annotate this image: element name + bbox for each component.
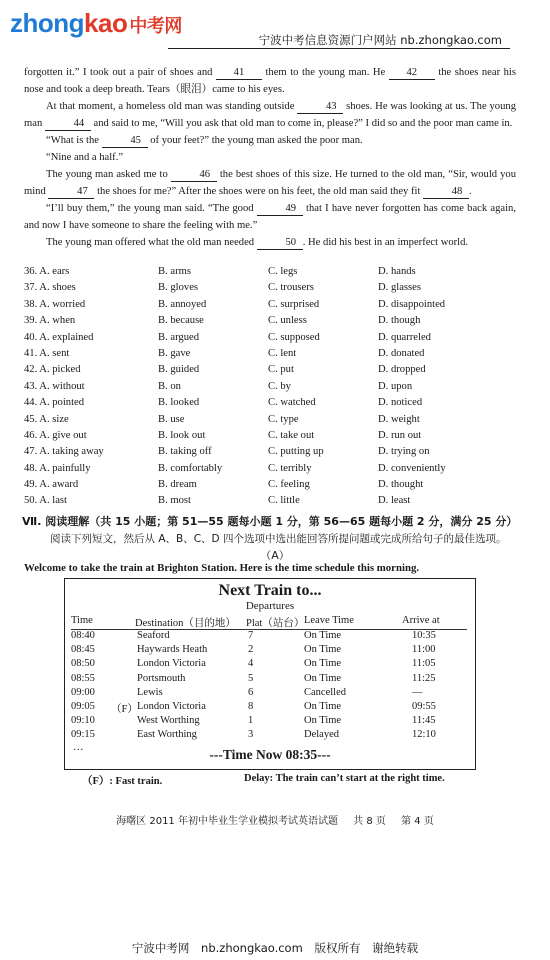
option-b: B. dream — [158, 479, 197, 491]
option-b: B. use — [158, 413, 185, 425]
option-a: 47. A. taking away — [24, 446, 104, 458]
option-b: B. taking off — [158, 446, 212, 458]
option-d: D. thought — [378, 479, 424, 491]
schedule-plat: 7 — [248, 630, 254, 641]
passage-text: the shoes for me?” After the shoes were on his feet, the old man said they fit — [94, 186, 424, 197]
option-c: C. unless — [268, 315, 307, 327]
blank-42: 42 — [389, 66, 435, 80]
header-destination: Destination（目的地） — [135, 618, 236, 629]
option-a: 46. A. give out — [24, 429, 87, 441]
passage-text: shoes. He was looking at us. The young man — [24, 101, 516, 129]
schedule-plat: 2 — [248, 644, 254, 656]
option-row — [24, 330, 524, 346]
section-title: Ⅶ. 阅读理解（共 15 小题；第 51—55 题每小题 1 分，第 56—65 题每小题 2 分，满分 25 分） — [22, 515, 518, 528]
blank-47: 47 — [48, 185, 94, 199]
option-a: 36. A. ears — [24, 266, 70, 277]
header-platform: Plat（站台） — [246, 618, 305, 629]
schedule-time: 09:05 — [71, 701, 95, 712]
option-d: D. conveniently — [378, 462, 446, 474]
copyright-text: 版权所有 — [314, 941, 361, 955]
option-b: B. arms — [158, 266, 191, 277]
option-row — [24, 313, 524, 329]
schedule-plat: 6 — [248, 686, 254, 698]
option-c: C. legs — [268, 266, 298, 277]
option-a: 38. A. worried — [24, 298, 86, 310]
schedule-arrive: — — [412, 686, 423, 698]
schedule-dest: Haywards Heath — [137, 644, 208, 656]
schedule-flag: （F） — [111, 704, 138, 715]
option-a: 43. A. without — [24, 380, 85, 392]
option-d: D. dropped — [378, 364, 426, 376]
passage-text: that I have never forgotten has come back again, and now I have someone to share the feeling with me.” — [24, 203, 516, 231]
blank-43: 43 — [297, 100, 343, 114]
page-footer — [0, 812, 550, 827]
option-c: C. lent — [268, 347, 297, 359]
option-c: C. by — [268, 380, 291, 392]
page-header — [0, 0, 550, 52]
schedule-plat: 4 — [248, 658, 254, 670]
option-c: C. trousers — [268, 282, 314, 294]
departure-board — [64, 578, 476, 770]
schedule-dest: Lewis — [137, 686, 163, 698]
schedule-time: 09:10 — [71, 715, 95, 727]
site-name: 宁波中考网 — [131, 941, 190, 955]
option-row — [24, 428, 524, 444]
option-row — [24, 379, 524, 395]
passage-paragraph — [24, 132, 516, 149]
passage-text: the shoes near his nose and took a deep breath. Tears（眼泪）came to his eyes. — [24, 67, 516, 95]
schedule-leave: On Time — [304, 672, 342, 684]
schedule-dest: London Victoria — [137, 658, 206, 670]
schedule-arrive: 10:35 — [412, 630, 436, 641]
passage-paragraph — [24, 149, 516, 166]
option-b: B. annoyed — [158, 298, 207, 310]
option-a: 48. A. painfully — [24, 462, 91, 474]
option-c: C. take out — [268, 429, 315, 441]
passage-text: At that moment, a homeless old man was standing outside — [46, 101, 298, 112]
schedule-time: 09:00 — [71, 686, 95, 698]
option-c: C. put — [268, 364, 294, 376]
option-a: 41. A. sent — [24, 347, 70, 359]
option-b: B. gloves — [158, 282, 199, 294]
schedule-leave: On Time — [304, 715, 342, 727]
schedule-ellipsis: … — [73, 741, 84, 753]
schedule-leave: On Time — [304, 658, 342, 670]
option-row — [24, 477, 524, 493]
option-c: C. little — [268, 495, 300, 507]
option-a: 50. A. last — [24, 495, 67, 507]
option-row — [24, 493, 524, 509]
option-a: 45. A. size — [24, 413, 69, 425]
passage-text: The young man offered what the old man needed — [46, 237, 257, 248]
option-a: 44. A. pointed — [24, 397, 85, 409]
schedule-dest: Portsmouth — [137, 672, 186, 684]
header-arrive-at: Arrive at — [402, 615, 440, 626]
option-row — [24, 444, 524, 460]
option-row — [24, 362, 524, 378]
option-row — [24, 395, 524, 411]
passage-text: “What is the — [46, 135, 102, 146]
passage-paragraph — [24, 98, 516, 132]
logo-text-cn: 中考网 — [129, 16, 182, 36]
legend-fast-train: （F）: Fast train. — [82, 776, 163, 787]
legend-delay: Delay: The train can’t start at the right time. — [244, 773, 445, 784]
option-b: B. comfortably — [158, 462, 223, 474]
logo-text-kao: kao — [84, 8, 128, 38]
schedule-leave: On Time — [304, 701, 342, 712]
option-c: C. type — [268, 413, 299, 425]
option-b: B. because — [158, 315, 204, 327]
option-d: D. glasses — [378, 282, 421, 294]
passage-paragraph — [24, 64, 516, 98]
logo-text-zhong: zhong — [10, 8, 85, 38]
blank-45: 45 — [102, 134, 148, 148]
board-title: Next Train to... — [218, 582, 322, 599]
option-d: D. upon — [378, 380, 413, 392]
option-d: D. run out — [378, 429, 422, 441]
option-b: B. most — [158, 495, 191, 507]
schedule-arrive: 09:55 — [412, 701, 436, 712]
schedule-arrive: 12:10 — [412, 729, 436, 741]
schedule-time: 09:15 — [71, 729, 95, 741]
passage-intro: Welcome to take the train at Brighton Station. Here is the time schedule this morning. — [24, 562, 420, 574]
blank-41: 41 — [216, 66, 262, 80]
no-reprint-text: 谢绝转载 — [372, 941, 419, 955]
option-row — [24, 280, 524, 296]
option-a: 42. A. picked — [24, 364, 81, 376]
option-row — [24, 297, 524, 313]
passage-text: forgotten it.” I took out a pair of shoes and — [24, 67, 216, 78]
blank-44: 44 — [45, 117, 91, 131]
schedule-plat: 3 — [248, 729, 254, 741]
schedule-time: 08:50 — [71, 658, 95, 670]
schedule-arrive: 11:45 — [412, 715, 436, 727]
option-d: D. donated — [378, 347, 425, 359]
cloze-passage — [24, 64, 516, 251]
page-number: 第 4 页 — [401, 816, 434, 827]
option-a: 49. A. award — [24, 479, 79, 491]
passage-paragraph — [24, 234, 516, 251]
option-b: B. on — [158, 380, 181, 392]
option-c: C. feeling — [268, 479, 310, 491]
option-d: D. trying on — [378, 446, 430, 458]
option-row — [24, 412, 524, 428]
option-c: C. surprised — [268, 298, 320, 310]
schedule-leave: On Time — [304, 630, 342, 641]
option-c: C. putting up — [268, 446, 324, 458]
option-b: B. looked — [158, 397, 200, 409]
option-d: D. though — [378, 315, 421, 327]
schedule-leave: Cancelled — [304, 686, 346, 698]
option-d: D. least — [378, 495, 411, 507]
exam-name: 海曙区 2011 年初中毕业生学业模拟考试英语试题 — [116, 816, 338, 827]
schedule-arrive: 11:00 — [412, 644, 436, 656]
passage-text: and said to me, “Will you ask that old man to come in, please?” I did so and the poor man came in. — [90, 118, 513, 129]
blank-50: 50 — [257, 236, 303, 250]
passage-paragraph — [24, 200, 516, 234]
option-d: D. quarreled — [378, 331, 431, 343]
passage-text: them to the young man. He — [261, 67, 389, 78]
schedule-time: 08:55 — [71, 672, 95, 684]
board-subtitle: Departures — [245, 600, 295, 612]
passage-paragraph — [24, 166, 516, 200]
option-d: D. disappointed — [378, 298, 446, 310]
option-a: 39. A. when — [24, 315, 76, 327]
option-d: D. weight — [378, 413, 420, 425]
passage-text: the best shoes of this size. He turned to the old man, “Sir, would you mind — [24, 169, 517, 197]
option-row — [24, 264, 524, 280]
option-d: D. noticed — [378, 397, 423, 409]
schedule-plat: 5 — [248, 672, 254, 684]
passage-text: “Nine and a half.” — [46, 152, 124, 163]
schedule-dest: Seaford — [137, 630, 170, 641]
schedule-time: 08:45 — [71, 644, 95, 656]
zhongkao-logo[interactable] — [10, 8, 182, 39]
option-row — [24, 346, 524, 362]
option-b: B. gave — [158, 347, 191, 359]
schedule-arrive: 11:25 — [412, 672, 436, 684]
schedule-leave: On Time — [304, 644, 342, 656]
option-a: 40. A. explained — [24, 331, 94, 343]
schedule-plat: 8 — [248, 701, 254, 712]
option-row — [24, 461, 524, 477]
site-tagline: 宁波中考信息资源门户网站 nb.zhongkao.com — [258, 33, 502, 47]
site-url[interactable]: nb.zhongkao.com — [201, 941, 303, 955]
schedule-dest: East Worthing — [137, 729, 197, 741]
site-footer — [0, 940, 550, 956]
header-time: Time — [71, 615, 93, 626]
option-d: D. hands — [378, 266, 416, 277]
blank-48: 48 — [423, 185, 469, 199]
passage-text: “I’ll buy them,” the young man said. “The good — [46, 203, 257, 214]
passage-text: . He did his best in an imperfect world. — [302, 237, 469, 248]
option-a: 37. A. shoes — [24, 282, 76, 294]
option-b: B. argued — [158, 331, 199, 343]
schedule-leave: Delayed — [304, 729, 339, 741]
passage-text: . — [469, 186, 472, 197]
passage-text: of your feet?” the young man asked the poor man. — [147, 135, 363, 146]
total-pages: 共 8 页 — [353, 816, 386, 827]
blank-46: 46 — [171, 168, 217, 182]
header-divider — [168, 48, 510, 49]
option-b: B. guided — [158, 364, 200, 376]
option-c: C. terribly — [268, 462, 312, 474]
schedule-dest: London Victoria — [137, 701, 206, 712]
time-now: ---Time Now 08:35--- — [209, 747, 331, 762]
passage-text: The young man asked me to — [46, 169, 171, 180]
option-c: C. supposed — [268, 331, 320, 343]
option-c: C. watched — [268, 397, 316, 409]
schedule-time: 08:40 — [71, 630, 95, 641]
cloze-options — [24, 264, 524, 510]
schedule-dest: West Worthing — [137, 715, 200, 727]
passage-label: （A） — [260, 549, 290, 562]
schedule-plat: 1 — [248, 715, 254, 727]
blank-49: 49 — [257, 202, 303, 216]
schedule-arrive: 11:05 — [412, 658, 436, 670]
section-instruction: 阅读下列短文，然后从 A、B、C、D 四个选项中选出能回答所提问题或完成所给句子的最佳选项。 — [50, 533, 507, 545]
header-leave-time: Leave Time — [304, 615, 354, 626]
option-b: B. look out — [158, 429, 206, 441]
